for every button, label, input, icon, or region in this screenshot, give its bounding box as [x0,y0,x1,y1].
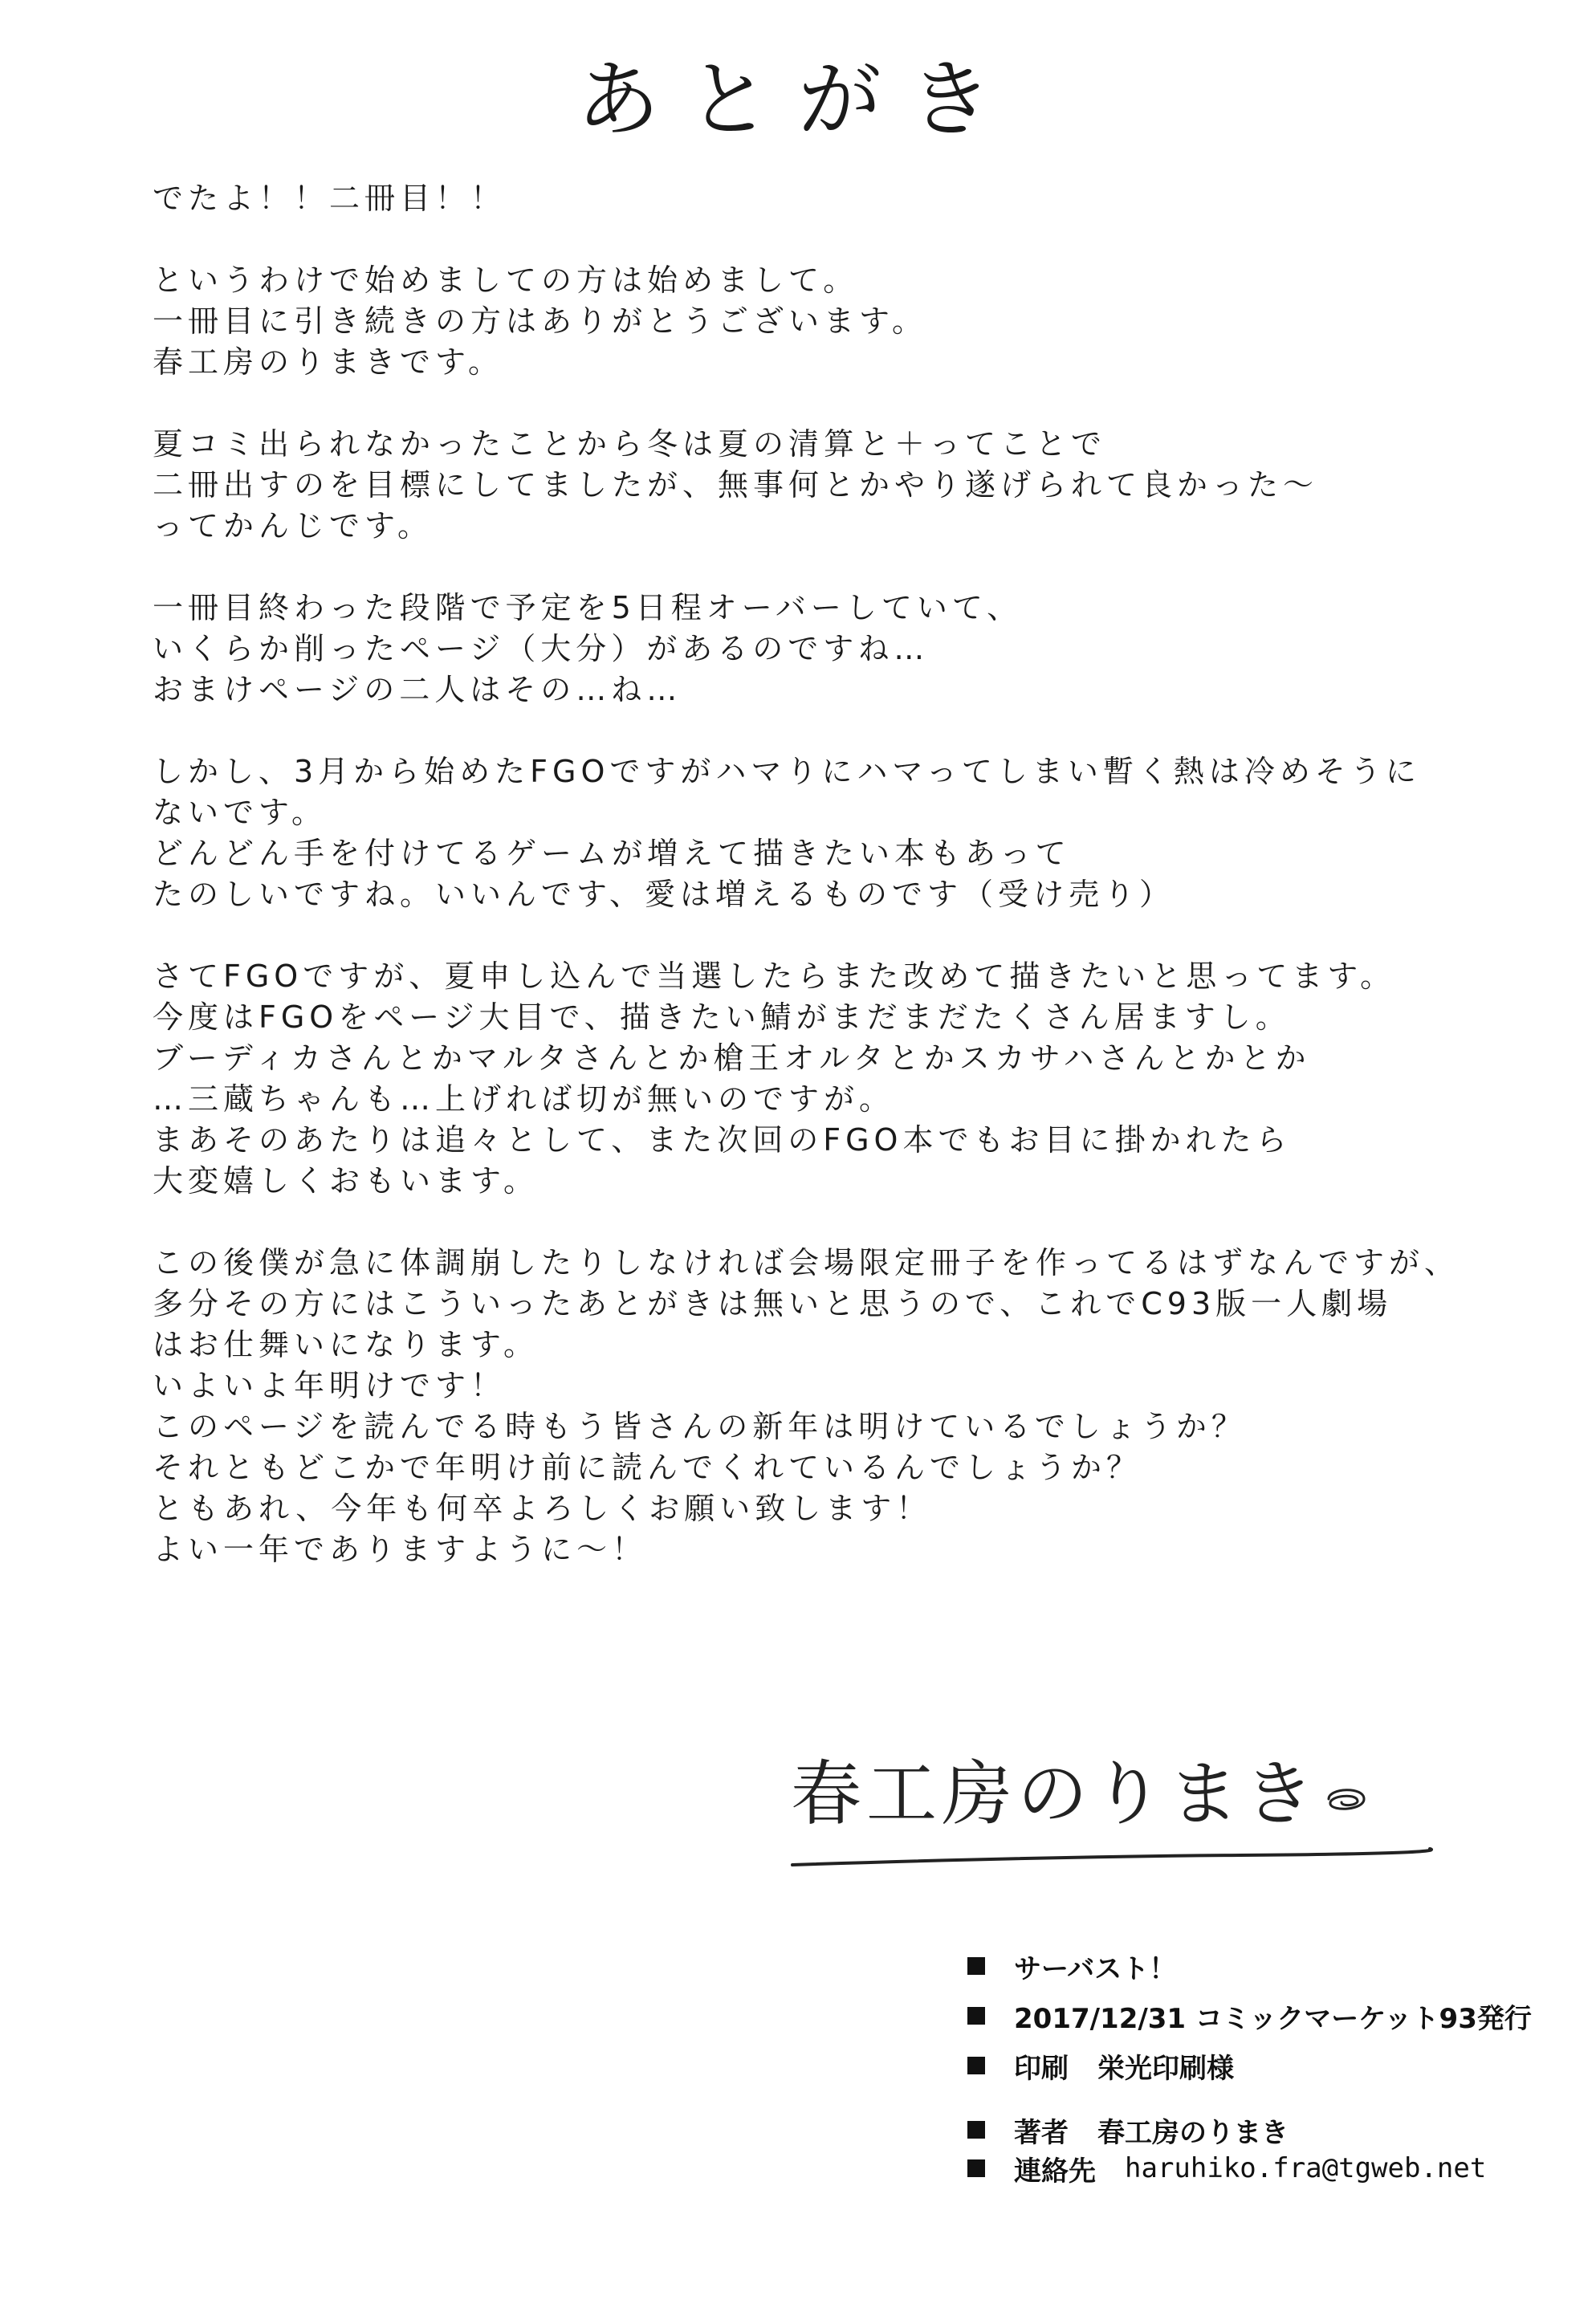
paragraph-3 [153,424,1533,547]
text-line: ってかんじです。 [153,508,433,543]
colophon-release-row [967,1997,1532,2035]
text-line: いくらか削ったページ（大分）があるのですね… [153,631,930,666]
text-line: 二冊出すのを目標にしてましたが、無事何とかやり遂げられて良かった〜 [153,467,1319,503]
square-bullet-icon [967,1957,985,1975]
paragraph-4 [153,588,1533,710]
text-line: どんどん手を付けてるゲームが増えて描きたい本もあって [153,836,1071,871]
text-line: はお仕舞いになります。 [153,1327,539,1362]
text-line: ブーディカさんとかマルタさんとか槍王オルタとかスカサハさんとかとか [153,1040,1311,1076]
text-line: …三蔵ちゃんも…上げれば切が無いのですが。 [153,1081,895,1117]
text-line: 一冊目に引き続きの方はありがとうございます。 [153,303,927,339]
text-line: このページを読んでる時もう皆さんの新年は明けているでしょうか？ [153,1409,1247,1444]
printer-label: 印刷 [1014,2052,1069,2085]
paragraph-6 [153,956,1533,1202]
colophon-title-row [967,1947,1529,1985]
text-line: まあそのあたりは追々として、また次回のFGO本でもお目に掛かれたら [153,1122,1292,1158]
square-bullet-icon [967,2121,985,2139]
page-title: あとがき [576,51,1020,149]
text-line: 夏コミ出られなかったことから冬は夏の清算と＋ってことで [153,426,1107,462]
text-line: ともあれ、今年も何卒よろしくお願い致します！ [153,1491,932,1526]
text-line: でたよ！！二冊目！！ [153,181,507,216]
text-line: おまけページの二人はその…ね… [153,672,682,707]
printer-value: 栄光印刷様 [1097,2052,1234,2085]
signature-swirl-icon [1324,1783,1369,1815]
signature-underline [791,1844,1433,1868]
author-value: 春工房のりまき [1097,2116,1289,2149]
release-info: 2017/12/31 コミックマーケット93発行 [1014,2002,1532,2035]
author-signature [791,1738,1433,1868]
text-line: いよいよ年明けです！ [153,1368,507,1403]
colophon-contact-row [967,2149,1529,2188]
colophon [967,1947,1532,2188]
text-line: この後僕が急に体調崩したりしなければ会場限定冊子を作ってるはずなんですが、 [153,1245,1460,1280]
paragraph-5 [153,751,1533,915]
square-bullet-icon [967,2057,985,2074]
afterword-body [153,178,1533,1611]
paragraph-2 [153,260,1533,383]
square-bullet-icon [967,2159,985,2177]
colophon-author-row [967,2111,1529,2149]
contact-email: haruhiko.fra@tgweb.net [1125,2152,1487,2184]
paragraph-1 [153,178,1533,219]
text-line: それともどこかで年明け前に読んでくれているんでしょうか？ [153,1450,1142,1485]
text-line: ないです。 [153,795,327,830]
author-label: 著者 [1014,2116,1069,2149]
colophon-printer-row [967,2046,1529,2085]
text-line: というわけで始めましての方は始めまして。 [153,263,859,298]
text-line: 春工房のりまきです。 [153,344,503,380]
contact-label: 連絡先 [1014,2155,1096,2188]
text-line: よい一年でありますように〜！ [153,1532,648,1567]
text-line: さてFGOですが、夏申し込んで当選したらまた改めて描きたいと思ってます。 [153,959,1396,994]
signature-text: 春工房のりまき [791,1752,1320,1835]
book-title: サーバスト！ [1014,1952,1177,1985]
text-line: 一冊目終わった段階で予定を5日程オーバーしていて、 [153,590,1023,625]
text-line: 今度はFGOをページ大目で、描きたい鯖がまだまだたくさん居ますし。 [153,999,1291,1035]
square-bullet-icon [967,2007,985,2025]
text-line: 多分その方にはこういったあとがきは無いと思うので、これでC93版一人劇場 [153,1286,1393,1321]
text-line: 大変嬉しくおもいます。 [153,1163,539,1199]
paragraph-7 [153,1243,1533,1570]
text-line: しかし、3月から始めたFGOですがハマりにハマってしまい暫く熱は冷めそうに [153,754,1421,789]
text-line: たのしいですね。いいんです、愛は増えるものです（受け売り） [153,877,1175,912]
